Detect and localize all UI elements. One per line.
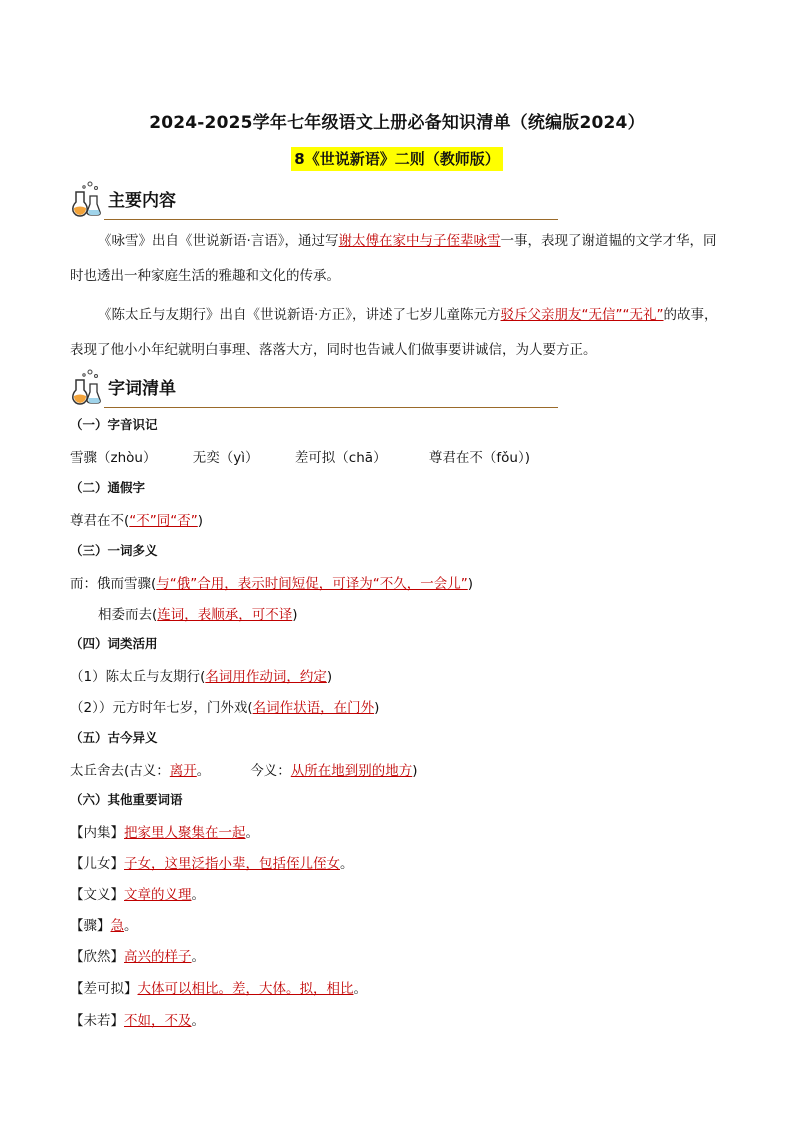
term-row: 【内集】把家里人聚集在一起。: [70, 825, 259, 841]
polysemy-row: 相委而去(连词，表顺承，可不译): [98, 607, 298, 623]
answer-text: 名词作状语，在门外: [252, 700, 375, 716]
answer-text: 不如，不及: [124, 1013, 192, 1029]
section-header-main-content: [70, 180, 558, 220]
answer-text: 离开: [169, 763, 197, 779]
answer-text: 急: [110, 918, 124, 934]
answer-text: 与“俄”合用，表示时间短促，可译为“不久，一会儿”: [156, 576, 468, 592]
section-title: 主要内容: [108, 191, 176, 211]
document-subtitle: 8《世说新语》二则（教师版）: [291, 147, 502, 171]
answer-text: 从所在地到别的地方: [290, 763, 413, 779]
term-row: 【儿女】子女，这里泛指小辈，包括侄儿侄女。: [70, 856, 354, 872]
subheading-other-words: （六）其他重要词语: [70, 792, 183, 807]
paragraph-chentaiqiu: 《陈太丘与友期行》出自《世说新语·方正》，讲述了七岁儿童陈元方驳斥父亲朋友“无信”“无礼”的故事，表现了他小小年纪就明白事理、落落大方，同时也告诫人们做事要讲诚信，为人要方正。: [70, 307, 718, 358]
pron-item: 无奕（yì）: [192, 450, 259, 466]
term-row: 【文义】文章的义理。: [70, 887, 205, 903]
term-row: 【骤】急。: [70, 918, 138, 934]
word-class-row: （1）陈太丘与友期行(名词用作动词，约定): [70, 669, 333, 685]
subheading-pronunciation: （一）字音识记: [70, 417, 158, 432]
pron-item: 雪骤（zhòu）: [70, 450, 157, 466]
answer-text: “不”同“否”: [129, 513, 198, 529]
answer-text: 子女，这里泛指小辈，包括侄儿侄女: [124, 856, 340, 872]
answer-text: 文章的义理: [124, 887, 192, 903]
subtitle-wrap: [0, 147, 794, 171]
answer-text: 把家里人聚集在一起: [124, 825, 246, 841]
answer-text: 谢太傅在家中与子侄辈咏雪: [338, 233, 501, 249]
section-title: 字词清单: [108, 379, 176, 399]
flask-icon: [70, 180, 102, 218]
subheading-ancient-modern: （五）古今异义: [70, 730, 158, 745]
answer-text: 大体可以相比。差，大体。拟，相比: [137, 981, 354, 997]
ancient-modern-row: 太丘舍去(古义：离开。 今义：从所在地到别的地方): [70, 763, 418, 779]
flask-icon: [70, 368, 102, 406]
tongjia-row: 尊君在不(“不”同“否”): [70, 513, 204, 529]
term-row: 【差可拟】大体可以相比。差，大体。拟，相比。: [70, 981, 367, 997]
section-rule: [104, 407, 558, 408]
polysemy-row: 而：俄而雪骤(与“俄”合用，表示时间短促，可译为“不久，一会儿”): [70, 576, 474, 592]
subheading-word-class: （四）词类活用: [70, 636, 158, 651]
section-rule: [104, 219, 558, 220]
section-header-vocab: [70, 368, 558, 408]
answer-text: 连词，表顺承，可不译: [157, 607, 293, 623]
answer-text: 名词用作动词，约定: [205, 669, 327, 685]
term-row: 【未若】不如，不及。: [70, 1013, 205, 1029]
subheading-polysemy: （三）一词多义: [70, 543, 158, 558]
answer-text: 驳斥父亲朋友“无信”“无礼”: [500, 307, 664, 323]
term-row: 【欣然】高兴的样子。: [70, 949, 205, 965]
subheading-tongjia: （二）通假字: [70, 480, 146, 495]
document-title: 2024-2025学年七年级语文上册必备知识清单（统编版2024）: [149, 113, 645, 133]
word-class-row: （2））元方时年七岁，门外戏(名词作状语，在门外): [70, 700, 380, 716]
answer-text: 高兴的样子: [124, 949, 192, 965]
pron-item: 差可拟（chā）: [294, 450, 387, 466]
pron-item: 尊君在不（fǒu）): [428, 450, 530, 466]
pronunciation-row: [70, 446, 530, 466]
paragraph-yongxue: 《咏雪》出自《世说新语·言语》，通过写谢太傅在家中与子侄辈咏雪一事，表现了谢道韫的文学才华，同时也透出一种家庭生活的雅趣和文化的传承。: [70, 233, 717, 284]
